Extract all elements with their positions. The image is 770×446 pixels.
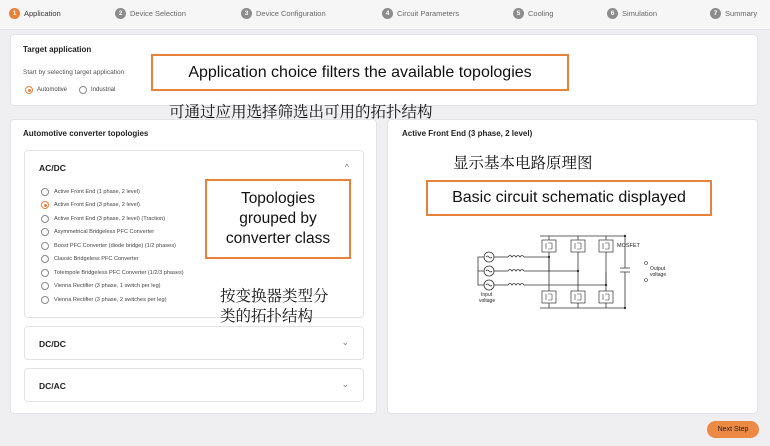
step-number: 7 [710,8,721,19]
callout-topology-grouping-cn-2: 类的拓扑结构 [220,307,314,325]
schematic-title: Active Front End (3 phase, 2 level) [402,129,533,138]
accordion-dcdc-header[interactable]: DC/DC [39,339,66,349]
accordion-acdc-header[interactable]: AC/DC [39,163,66,173]
topology-label: Classic Bridgeless PFC Converter [54,256,139,263]
output-voltage-label-2: voltage [650,272,667,278]
step-number: 2 [115,8,126,19]
callout-line: converter class [225,230,331,247]
step-label: Circuit Parameters [397,9,460,18]
step-number: 1 [9,8,20,19]
callout-topology-grouping-cn-1: 按变换器类型分 [220,287,329,305]
callout-schematic: Basic circuit schematic displayed [426,180,712,216]
target-application-title: Target application [23,45,92,54]
callout-application-choice-cn: 可通过应用选择筛选出可用的拓扑结构 [169,103,433,121]
step-number: 6 [607,8,618,19]
step-label: Device Configuration [256,9,326,18]
chevron-up-icon[interactable]: ^ [344,162,349,172]
step-number: 4 [382,8,393,19]
topology-label: Asymmetrical Bridgeless PFC Converter [54,229,155,236]
topology-label: Vienna Rectifier (3 phase, 1 switch per leg) [54,283,161,290]
topology-label: Active Front End (3 phase, 2 level) [54,202,140,209]
topology-label: Boost PFC Converter (diode bridge) (1/2 phases) [54,242,176,249]
topology-label: Active Front End (1 phase, 2 level) [54,188,140,195]
topologies-title: Automotive converter topologies [23,129,149,138]
step-number: 3 [241,8,252,19]
accordion-dcac-header[interactable]: DC/AC [39,381,66,391]
step-number: 5 [513,8,524,19]
input-voltage-label-2: voltage [479,298,496,304]
callout-topology-grouping [205,179,351,259]
mosfet-label: MOSFET [617,243,640,249]
topology-label: Active Front End (3 phase, 2 level) (Traction) [54,215,166,222]
callout-application-choice: Application choice filters the available topologies [151,54,569,91]
target-application-prompt: Start by selecting target application [23,69,125,76]
radio-label: Industrial [91,87,116,93]
topology-label: Totempole Bridgeless PFC Converter (1/2/3 phases) [54,269,184,276]
input-voltage-label: Input [481,292,493,298]
topology-label: Vienna Rectifier (3 phase, 2 switches per leg) [54,296,167,303]
step-label: Summary [725,9,758,18]
step-label: Cooling [528,9,554,18]
output-voltage-label: Output [650,266,666,272]
callout-line: Topologies [240,190,316,207]
callout-schematic-cn: 显示基本电路原理图 [453,154,593,172]
chevron-down-icon[interactable]: ⌄ [341,337,349,347]
chevron-down-icon[interactable]: ⌄ [341,379,349,389]
radio-label: Automotive [37,87,68,93]
step-label: Simulation [622,9,658,18]
next-step-button[interactable]: Next Step [707,421,759,438]
callout-line: grouped by [239,210,317,227]
step-label: Application [24,9,61,18]
step-label: Device Selection [130,9,186,18]
